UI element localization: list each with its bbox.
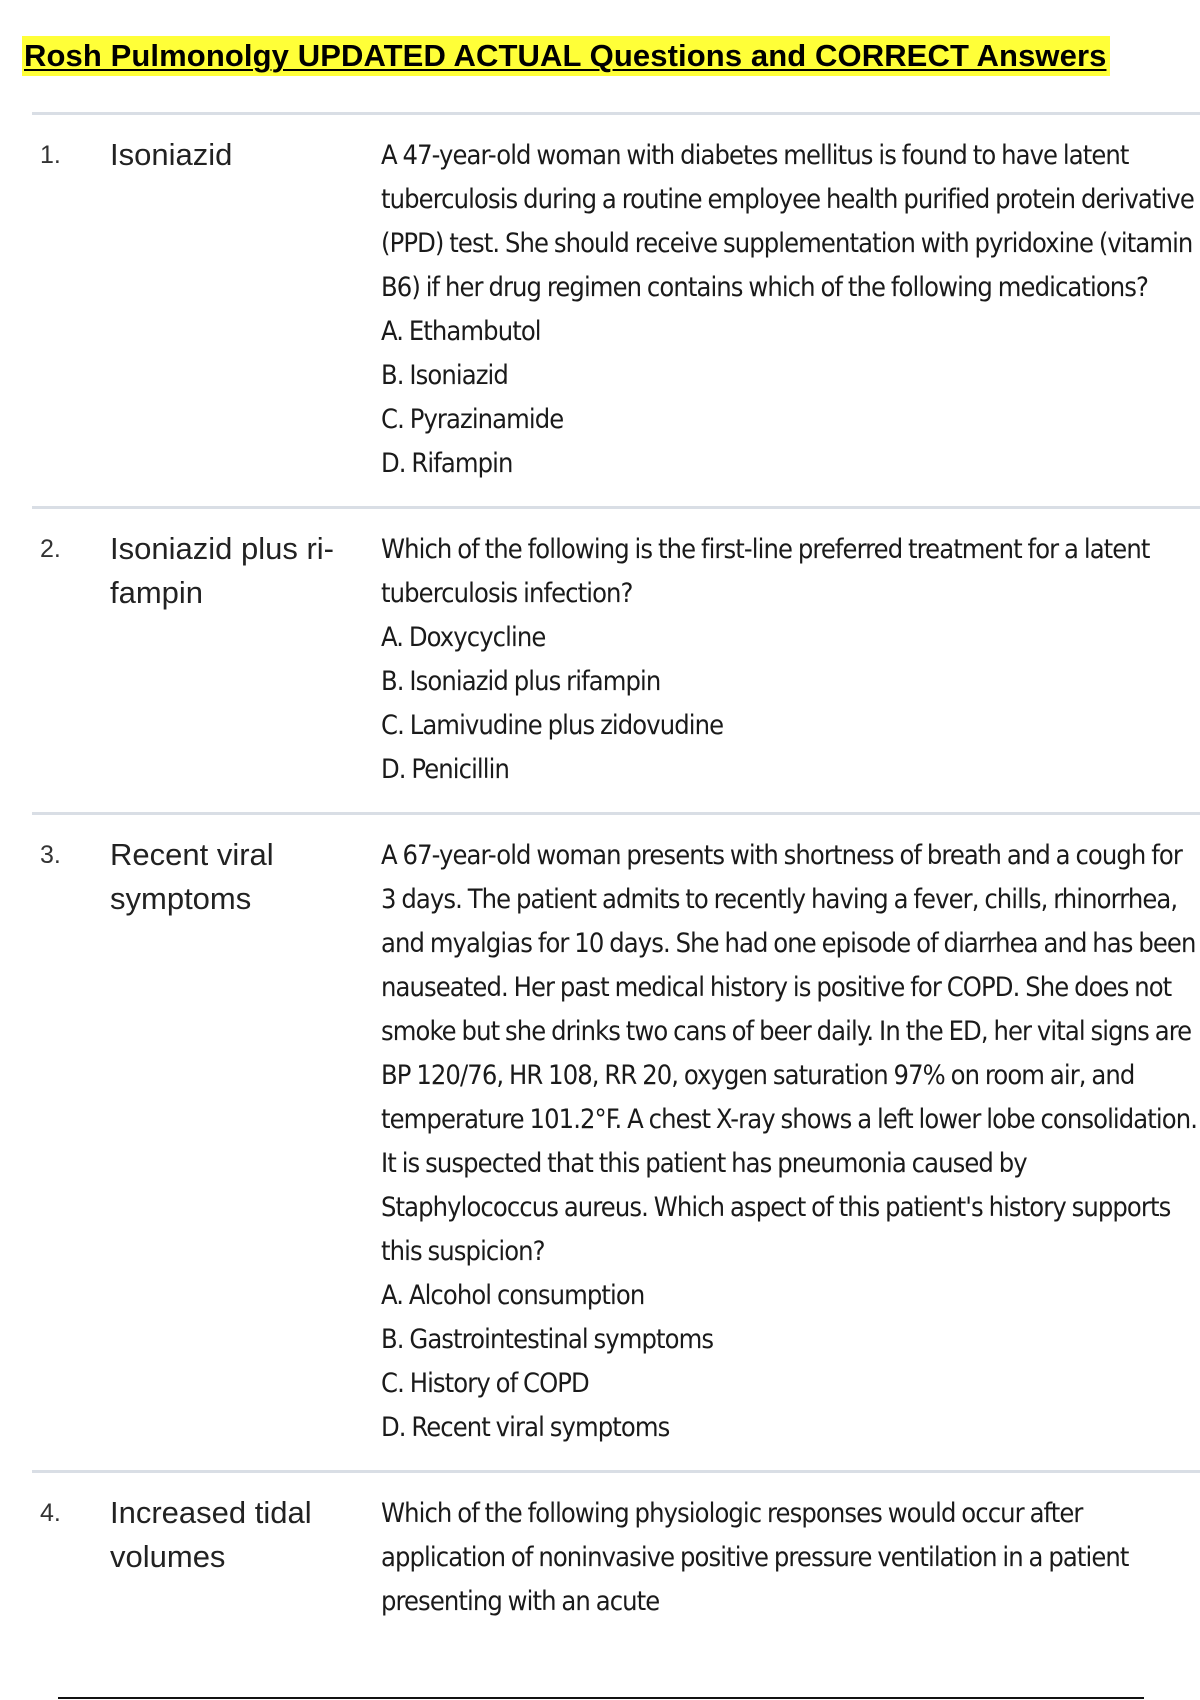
question-body: [381, 1489, 1200, 1624]
document-title: Rosh Pulmonolgy UPDATED ACTUAL Questions and CORRECT Answers: [22, 36, 1110, 76]
question-number: 2.: [40, 535, 61, 563]
question-number: 1.: [40, 141, 61, 169]
option-d: D. Rifampin: [381, 448, 513, 479]
option-b: B. Isoniazid: [381, 360, 508, 391]
option-c: C. Lamivudine plus zidovudine: [381, 710, 724, 741]
option-a: A. Alcohol consumption: [381, 1280, 645, 1311]
option-a: A. Ethambutol: [381, 316, 541, 347]
correct-answer: Recent viral symptoms: [110, 837, 274, 916]
question-list: [32, 112, 1200, 1644]
question-number: 4.: [40, 1499, 61, 1527]
question-body: [381, 831, 1200, 1450]
question-row-1: [32, 112, 1200, 506]
answer-options: [381, 1274, 1200, 1450]
footer-divider: [58, 1697, 1144, 1699]
option-b: B. Isoniazid plus rifampin: [381, 666, 661, 697]
question-text: A 67-year-old woman presents with shortness of breath and a cough for 3 days. The patient admits to recently having a fever, chills, rhinorrhea, and myalgias for 10 days. She had one episode of diarrhea and has been nauseated. Her past medical history is positive for COPD. She does not smoke but she drinks two cans of beer daily. In the ED, her vital signs are BP 120/76, HR 108, RR 20, oxygen saturation 97% on room air, and temperature 101.2°F. A chest X-ray shows a left lower lobe consolidation. It is suspected that this patient has pneumonia caused by Staphylococcus aureus. Which aspect of this patient's history supports this suspicion?: [381, 840, 1198, 1267]
answer-options: [381, 616, 1200, 792]
question-text: Which of the following is the first-line preferred treatment for a latent tuberculosis infection?: [381, 534, 1150, 609]
option-a: A. Doxycycline: [381, 622, 546, 653]
question-text: Which of the following physiologic responses would occur after application of noninvasive positive pressure ventilation in a patient presenting with an acute: [381, 1498, 1129, 1617]
question-number: 3.: [40, 841, 61, 869]
question-row-3: [32, 812, 1200, 1470]
question-text: A 47-year-old woman with diabetes mellitus is found to have latent tuberculosis during a routine employee health purified protein derivative (PPD) test. She should receive supplementation with pyridoxine (vitamin B6) if her drug regimen contains which of the following medications?: [381, 140, 1194, 303]
question-row-4: [32, 1470, 1200, 1644]
option-d: D. Penicillin: [381, 754, 509, 785]
option-b: B. Gastrointestinal symptoms: [381, 1324, 714, 1355]
answer-options: [381, 310, 1200, 486]
option-d: D. Recent viral symptoms: [381, 1412, 670, 1443]
correct-answer: Isoniazid plus ri- fampin: [110, 531, 334, 610]
question-row-2: [32, 506, 1200, 812]
correct-answer: Increased tidal volumes: [110, 1495, 312, 1574]
question-body: [381, 131, 1200, 486]
option-c: C. Pyrazinamide: [381, 404, 564, 435]
correct-answer: Isoniazid: [110, 137, 233, 172]
option-c: C. History of COPD: [381, 1368, 589, 1399]
question-body: [381, 525, 1200, 792]
